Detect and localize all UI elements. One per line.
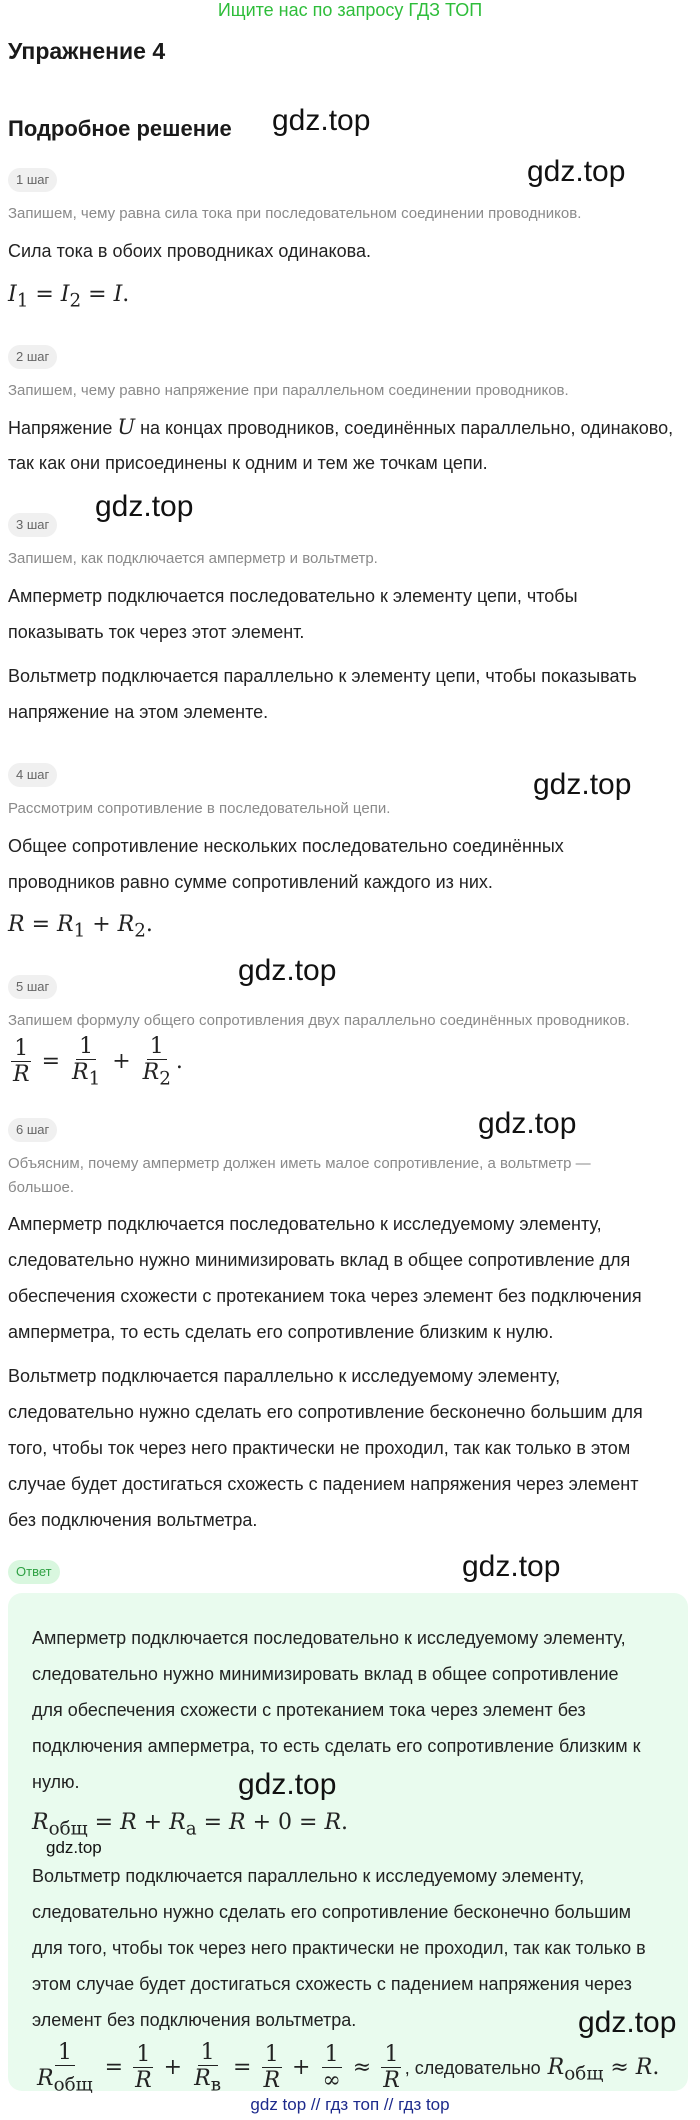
answer-text: подключения амперметра, то есть сделать его сопротивление близким к <box>32 1736 641 1756</box>
step-text: Вольтметр подключается параллельно к элементу цепи, чтобы показывать <box>8 666 637 686</box>
formula: $\frac{1}{R}$ = $\frac{1}{R_1}$ + $\frac{1}{R_2}$ . <box>13 1034 183 1090</box>
answer-text: этом случае будет достигаться схожесть с падением напряжения через <box>32 1974 632 1994</box>
step-note: Запишем, как подключается амперметр и вольтметр. <box>8 550 378 567</box>
step-note: Запишем, чему равна сила тока при последовательном соединении проводников. <box>8 205 582 222</box>
step-note: Рассмотрим сопротивление в последовательной цепи. <box>8 800 391 817</box>
step-badge: 1 шаг <box>8 168 57 192</box>
answer-formula: $R_{общ} = R + R_а = R + 0 = R$. <box>32 1810 349 1840</box>
step-badge: 5 шаг <box>8 975 57 999</box>
formula: $R = R_1 + R_2$. <box>8 912 153 942</box>
step-badge: 6 шаг <box>8 1118 57 1142</box>
answer-badge: Ответ <box>8 1560 60 1584</box>
watermark: gdz.top <box>272 104 371 137</box>
step-badge: 3 шаг <box>8 513 57 537</box>
answer-text: Амперметр подключается последовательно к исследуемому элементу, <box>32 1628 626 1648</box>
step-note: Запишем, чему равно напряжение при параллельном соединении проводников. <box>8 382 569 399</box>
step-text: обеспечения схожести с протеканием тока через элемент без подключения <box>8 1286 642 1306</box>
search-banner[interactable]: Ищите нас по запросу ГДЗ ТОП <box>217 0 483 20</box>
watermark: gdz.top <box>578 2006 677 2039</box>
step-text: так как они присоединены к одним и тем же точкам цепи. <box>8 453 488 473</box>
step-text: напряжение на этом элементе. <box>8 702 269 722</box>
step-badge: 4 шаг <box>8 763 57 787</box>
page-title: Упражнение 4 <box>8 38 166 64</box>
watermark: gdz.top <box>95 490 194 523</box>
step-text: Сила тока в обоих проводниках одинакова. <box>8 241 371 261</box>
step-text: Амперметр подключается последовательно к элементу цепи, чтобы <box>8 586 578 606</box>
step-text: показывать ток через этот элемент. <box>8 622 305 642</box>
section-title: Подробное решение <box>8 116 232 141</box>
step-text: Вольтметр подключается параллельно к исследуемому элементу, <box>8 1366 561 1386</box>
watermark: gdz.top <box>238 1768 337 1801</box>
step-text: случае будет достигаться схожесть с падением напряжения через элемент <box>8 1474 639 1494</box>
step-note: Объясним, почему амперметр должен иметь малое сопротивление, а вольтметр — <box>8 1155 591 1172</box>
step-text: Напряжение U на концах проводников, соединённых параллельно, одинаково, <box>8 415 674 439</box>
answer-text: нулю. <box>32 1772 80 1792</box>
watermark: gdz.top <box>533 768 632 801</box>
step-badge: 2 шаг <box>8 345 57 369</box>
answer-text: Вольтметр подключается параллельно к исследуемому элементу, <box>32 1866 585 1886</box>
step-text: амперметра, то есть сделать его сопротивление близким к нулю. <box>8 1322 554 1342</box>
step-text: следовательно нужно сделать его сопротивление бесконечно большим для <box>8 1402 643 1422</box>
answer-text: следовательно нужно сделать его сопротивление бесконечно большим <box>32 1902 632 1922</box>
answer-formula: $\frac{1}{R_{общ}}$ = $\frac{1}{R}$ + $\frac{1}{R_в}$ = $\frac{1}{R}$ + $\frac{1}{\infty}$ ≈ $\frac{1}{R}$ , следовательно $R_{общ} \approx R$. <box>37 2040 660 2096</box>
answer-text: следовательно нужно минимизировать вклад в общее сопротивление <box>32 1664 619 1684</box>
watermark: gdz.top <box>527 155 626 188</box>
answer-text: для того, чтобы ток через него практически не проходил, так как только в <box>32 1938 646 1958</box>
answer-text: элемент без подключения вольтметра. <box>32 2010 357 2030</box>
formula: $I_1 = I_2 = I$. <box>8 282 130 312</box>
footer-links[interactable]: gdz top // гдз топ // гдз top <box>250 2095 450 2114</box>
step-text: Общее сопротивление нескольких последовательно соединённых <box>8 836 564 856</box>
step-text: без подключения вольтметра. <box>8 1510 258 1530</box>
step-text: Амперметр подключается последовательно к исследуемому элементу, <box>8 1214 602 1234</box>
watermark: gdz.top <box>462 1550 561 1583</box>
step-note: Запишем формулу общего сопротивления двух параллельно соединённых проводников. <box>8 1012 630 1029</box>
watermark: gdz.top <box>238 954 337 987</box>
step-text: проводников равно сумме сопротивлений каждого из них. <box>8 872 493 892</box>
watermark: gdz.top <box>46 1838 102 1857</box>
answer-text: для обеспечения схожести с протеканием тока через элемент без <box>32 1700 586 1720</box>
step-note: большое. <box>8 1179 75 1196</box>
step-text: того, чтобы ток через него практически не проходил, так как только в этом <box>8 1438 631 1458</box>
watermark: gdz.top <box>478 1107 577 1140</box>
step-text: следовательно нужно минимизировать вклад в общее сопротивление для <box>8 1250 631 1270</box>
